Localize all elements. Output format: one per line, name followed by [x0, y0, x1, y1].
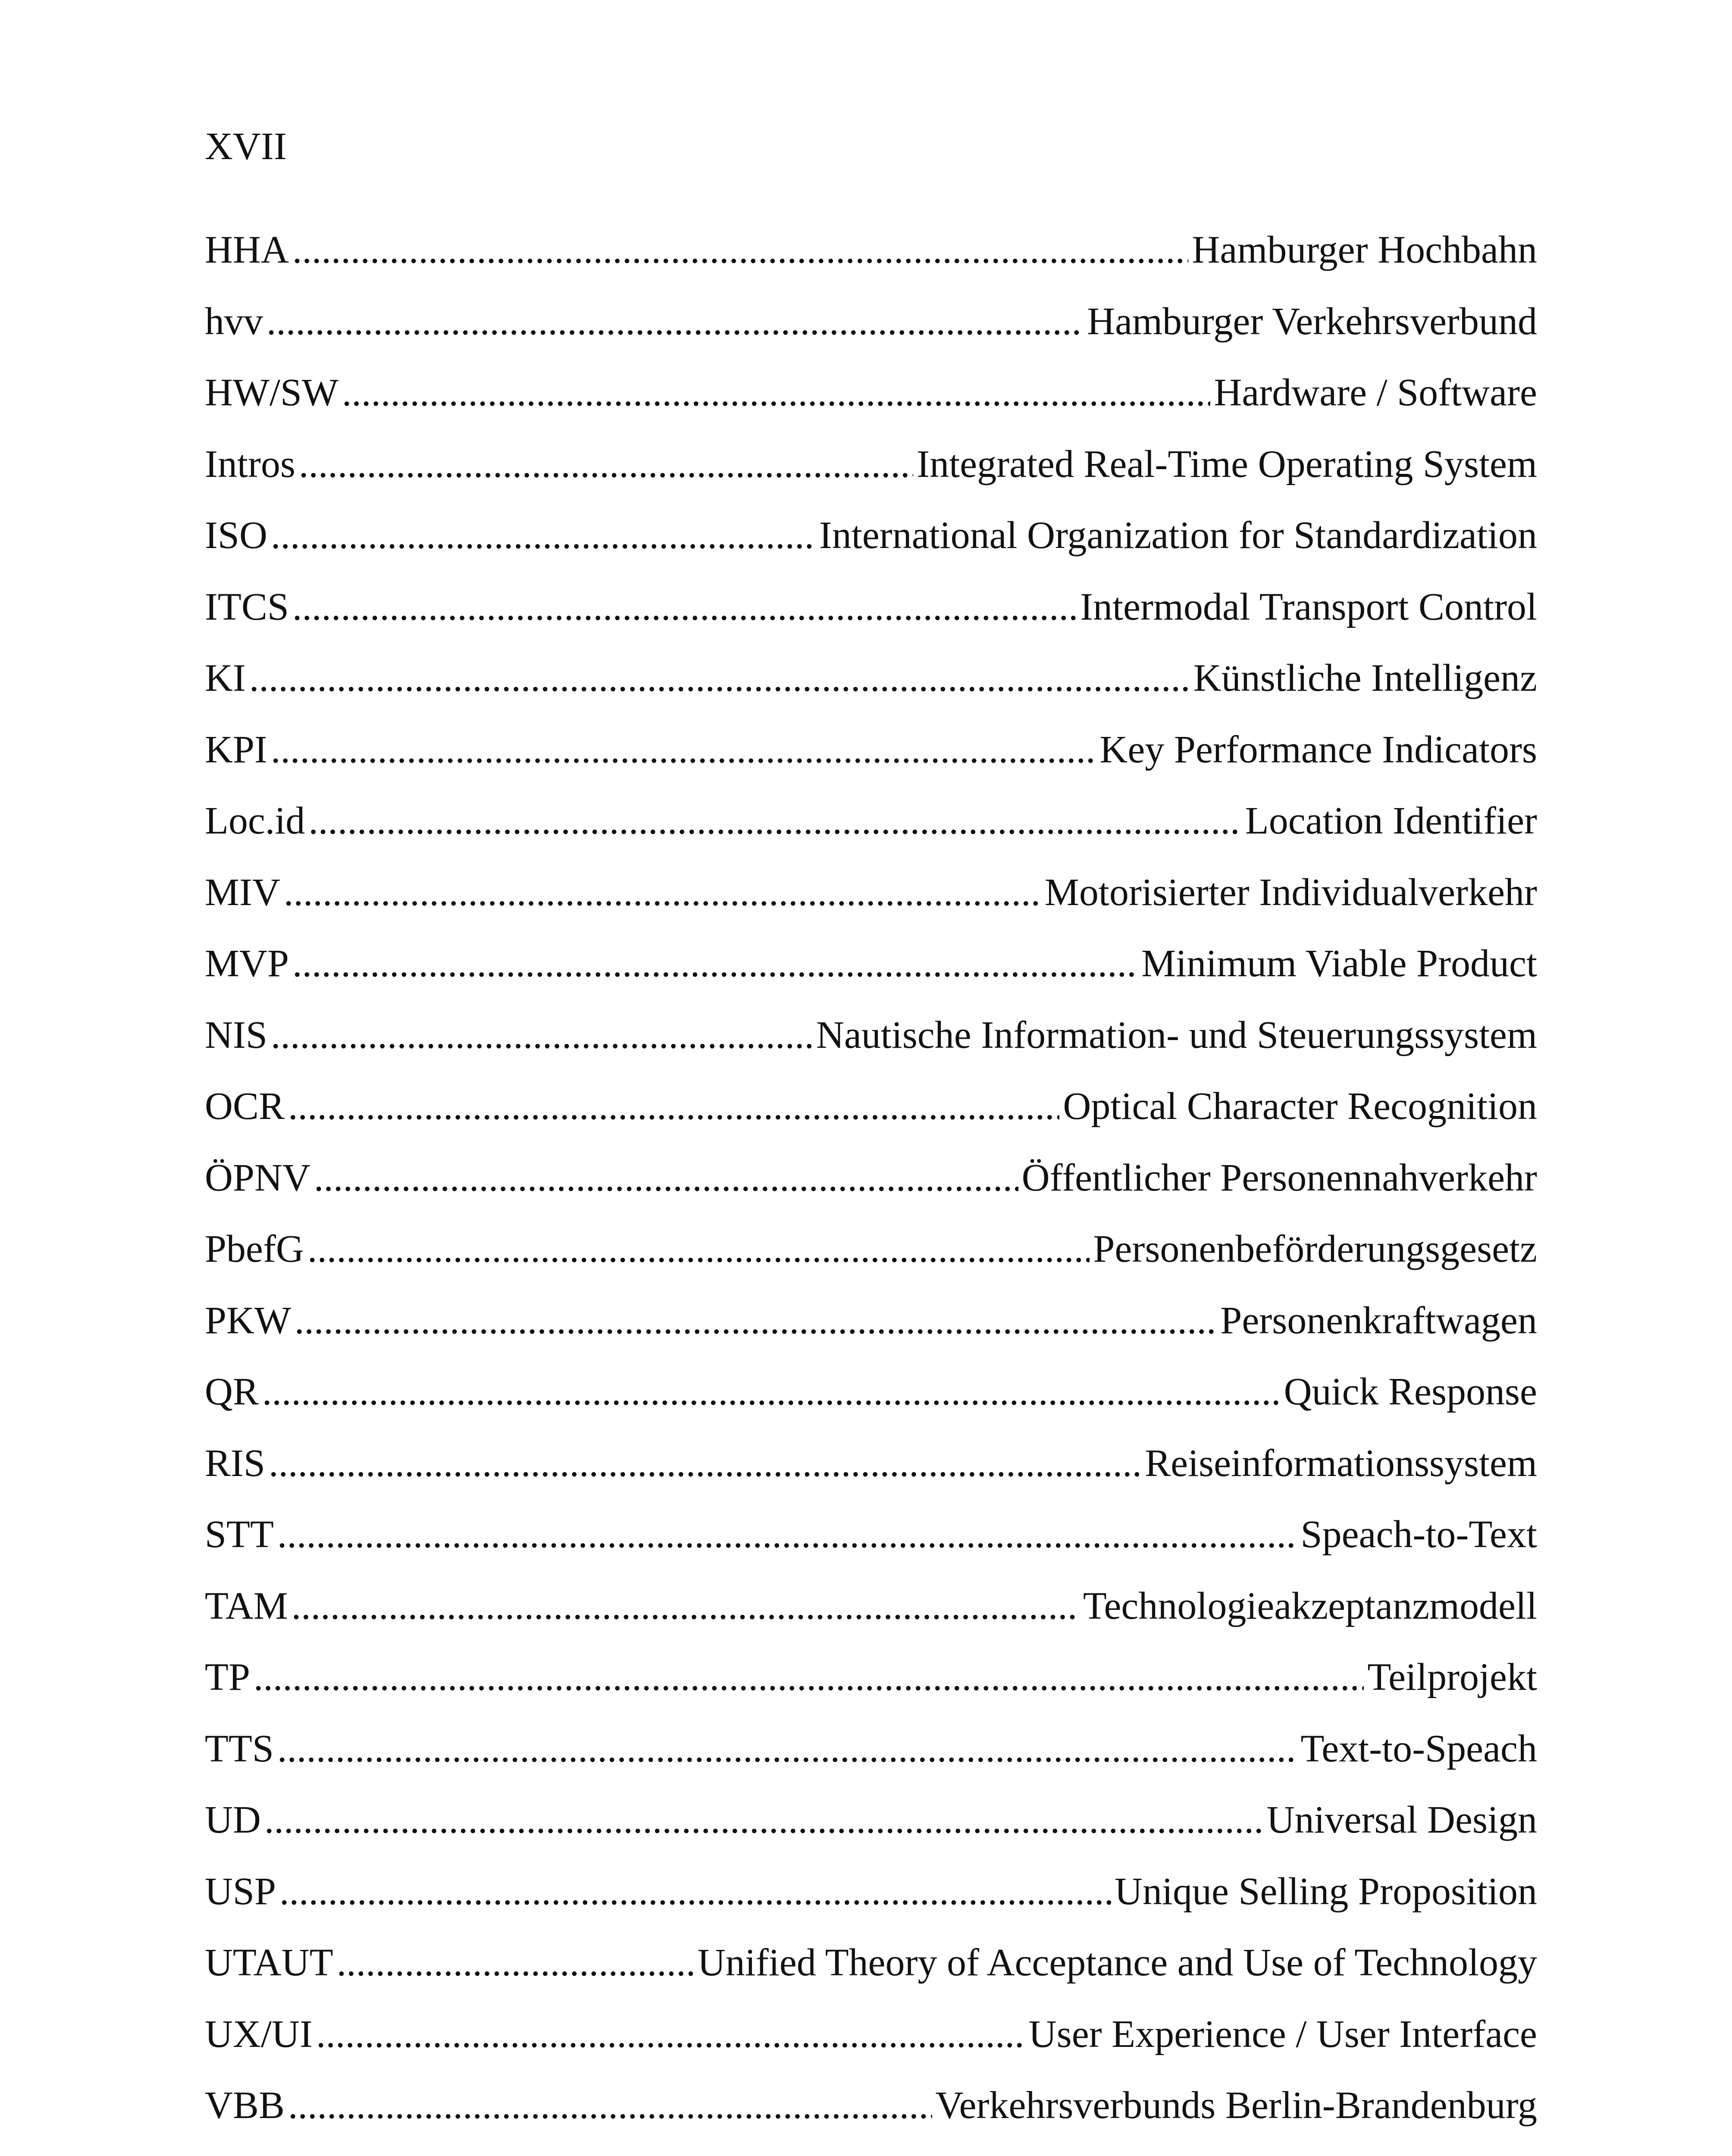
abbreviation-entry — [205, 1513, 1537, 1585]
dot-leader — [266, 300, 1084, 343]
abbreviation-entry — [205, 1370, 1537, 1442]
abbreviation-meaning: Integrated Real-Time Operating System — [917, 442, 1537, 486]
dot-leader — [264, 1799, 1263, 1842]
dot-leader — [277, 1727, 1297, 1771]
abbreviation-term: STT — [205, 1513, 274, 1556]
abbreviation-meaning: Öffentlicher Personennahverkehr — [1021, 1156, 1537, 1199]
abbreviation-list — [205, 229, 1537, 2156]
abbreviation-term: TAM — [205, 1584, 288, 1627]
abbreviation-entry — [205, 229, 1537, 300]
abbreviation-term: PbefG — [205, 1228, 304, 1270]
abbreviation-term: KPI — [205, 728, 268, 771]
abbreviation-meaning: Hamburger Hochbahn — [1192, 229, 1537, 271]
abbreviation-entry — [205, 871, 1537, 943]
abbreviation-entry — [205, 371, 1537, 443]
abbreviation-term: USP — [205, 1870, 276, 1913]
abbreviation-entry — [205, 1941, 1537, 2013]
abbreviation-term: QR — [205, 1370, 259, 1413]
abbreviation-term: ITCS — [205, 585, 289, 628]
abbreviation-term: hvv — [205, 300, 263, 343]
dot-leader — [271, 728, 1096, 771]
abbreviation-meaning: Technologieakzeptanzmodell — [1083, 1584, 1537, 1627]
abbreviation-term: ÖPNV — [205, 1156, 311, 1199]
abbreviation-term: Loc.id — [205, 799, 305, 842]
abbreviation-entry — [205, 1156, 1537, 1228]
abbreviation-meaning: Motorisierter Individualverkehr — [1044, 871, 1537, 914]
abbreviation-entry — [205, 1085, 1537, 1156]
abbreviation-entry — [205, 300, 1537, 372]
abbreviation-entry — [205, 1014, 1537, 1085]
abbreviation-entry — [205, 1585, 1537, 1656]
abbreviation-entry — [205, 657, 1537, 728]
abbreviation-term: MVP — [205, 942, 289, 985]
dot-leader — [307, 1228, 1090, 1271]
abbreviation-term: PKW — [205, 1299, 291, 1342]
dot-leader — [299, 443, 913, 486]
abbreviation-entry — [205, 728, 1537, 800]
abbreviation-meaning: Key Performance Indicators — [1099, 728, 1537, 771]
abbreviation-entry — [205, 586, 1537, 657]
dot-leader — [277, 1513, 1297, 1556]
abbreviation-term: Intros — [205, 442, 295, 486]
abbreviation-term: TP — [205, 1656, 251, 1698]
abbreviation-term: UTAUT — [205, 1941, 333, 1984]
abbreviation-entry — [205, 2013, 1537, 2084]
dot-leader — [292, 229, 1188, 272]
abbreviation-term: ISO — [205, 514, 268, 557]
abbreviation-entry — [205, 1799, 1537, 1870]
abbreviation-term: MIV — [205, 871, 280, 914]
dot-leader — [254, 1656, 1364, 1699]
abbreviation-meaning: Location Identifier — [1245, 799, 1537, 842]
dot-leader — [249, 657, 1190, 700]
abbreviation-meaning: Nautische Information- und Steuerungssystem — [816, 1013, 1537, 1056]
abbreviation-meaning: Intermodal Transport Control — [1080, 585, 1537, 628]
dot-leader — [288, 1085, 1059, 1128]
dot-leader — [292, 586, 1077, 629]
abbreviation-meaning: Speach-to-Text — [1300, 1513, 1537, 1556]
abbreviation-meaning: Verkehrsverbunds Berlin-Brandenburg — [935, 2084, 1537, 2127]
abbreviation-term: UX/UI — [205, 2012, 313, 2056]
dot-leader — [284, 871, 1041, 914]
dot-leader — [271, 514, 816, 557]
abbreviation-term: KI — [205, 657, 246, 699]
dot-leader — [271, 1014, 813, 1057]
abbreviation-meaning: Reiseinformationssystem — [1145, 1442, 1537, 1485]
abbreviation-term: OCR — [205, 1085, 285, 1128]
abbreviation-entry — [205, 1656, 1537, 1727]
dot-leader — [316, 2013, 1025, 2056]
abbreviation-entry — [205, 514, 1537, 586]
abbreviation-term: TTS — [205, 1727, 274, 1770]
abbreviation-entry — [205, 1442, 1537, 1514]
dot-leader — [342, 371, 1210, 414]
abbreviation-meaning: Personenkraftwagen — [1220, 1299, 1537, 1342]
abbreviation-term: RIS — [205, 1442, 266, 1485]
abbreviation-meaning: Hardware / Software — [1214, 371, 1537, 414]
abbreviation-meaning: Personenbeförderungsgesetz — [1093, 1228, 1537, 1270]
abbreviation-entry — [205, 2084, 1537, 2156]
abbreviation-meaning: Quick Response — [1284, 1370, 1537, 1413]
abbreviation-entry — [205, 1727, 1537, 1799]
dot-leader — [308, 799, 1241, 843]
abbreviation-meaning: Text-to-Speach — [1300, 1727, 1537, 1770]
abbreviation-term: NIS — [205, 1013, 268, 1056]
page-number: XVII — [205, 125, 287, 168]
dot-leader — [291, 1585, 1080, 1628]
abbreviation-entry — [205, 942, 1537, 1014]
dot-leader — [294, 1299, 1217, 1342]
abbreviation-meaning: Teilprojekt — [1367, 1656, 1537, 1698]
abbreviation-meaning: Minimum Viable Product — [1141, 942, 1537, 985]
abbreviation-meaning: Optical Character Recognition — [1063, 1085, 1537, 1128]
abbreviation-meaning: Universal Design — [1266, 1799, 1537, 1841]
dot-leader — [288, 2084, 932, 2127]
abbreviation-term: UD — [205, 1799, 261, 1841]
abbreviation-meaning: Künstliche Intelligenz — [1193, 657, 1537, 699]
abbreviation-entry — [205, 443, 1537, 514]
abbreviation-meaning: International Organization for Standardization — [819, 514, 1537, 557]
dot-leader — [262, 1370, 1281, 1413]
abbreviation-meaning: Unified Theory of Acceptance and Use of Technology — [697, 1941, 1537, 1984]
abbreviation-term: HW/SW — [205, 371, 338, 414]
abbreviation-entry — [205, 1870, 1537, 1942]
dot-leader — [337, 1941, 694, 1984]
abbreviation-meaning: Hamburger Verkehrsverbund — [1087, 300, 1537, 343]
dot-leader — [269, 1442, 1141, 1485]
dot-leader — [292, 942, 1138, 985]
abbreviation-term: VBB — [205, 2084, 285, 2127]
abbreviation-entry — [205, 1228, 1537, 1299]
abbreviation-meaning: User Experience / User Interface — [1028, 2012, 1537, 2056]
abbreviation-entry — [205, 799, 1537, 871]
abbreviation-meaning: Unique Selling Proposition — [1114, 1870, 1537, 1913]
dot-leader — [314, 1156, 1018, 1200]
abbreviation-entry — [205, 1299, 1537, 1371]
abbreviation-term: HHA — [205, 229, 289, 271]
dot-leader — [279, 1870, 1111, 1913]
